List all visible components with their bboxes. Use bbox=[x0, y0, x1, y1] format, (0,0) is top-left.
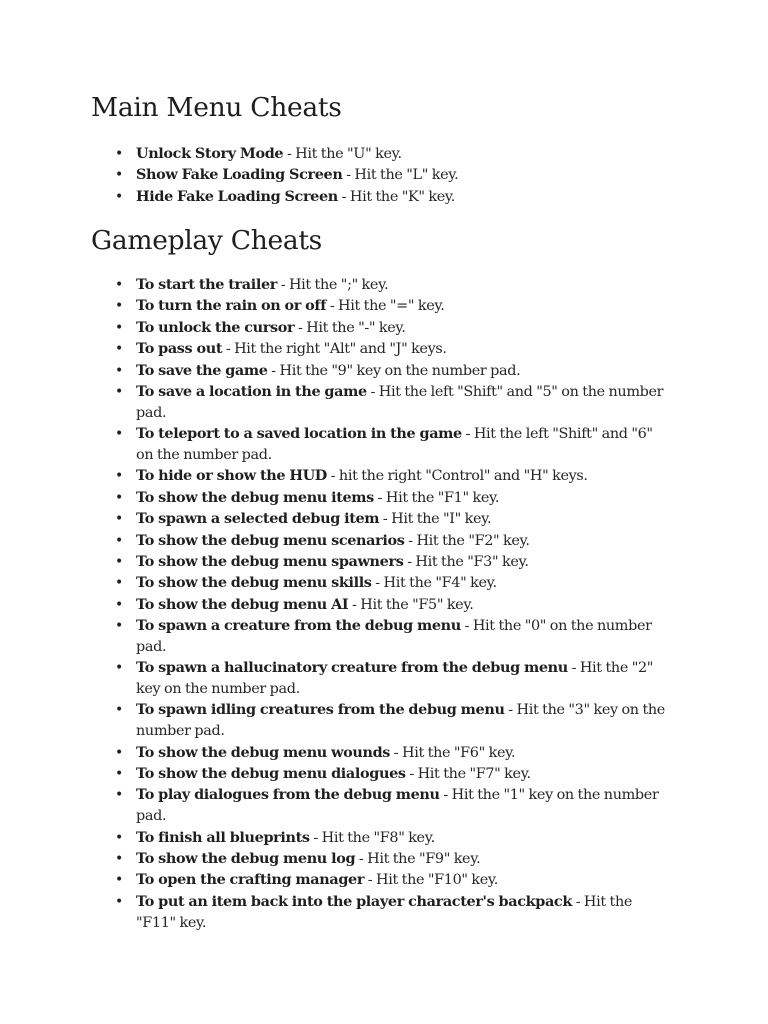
cheat-instruction: - Hit the "F4" key. bbox=[371, 575, 497, 592]
cheat-name: To finish all blueprints bbox=[136, 828, 310, 846]
cheat-name: To show the debug menu items bbox=[136, 488, 374, 506]
cheat-name: To save the game bbox=[136, 361, 268, 379]
cheat-name: To spawn a hallucinatory creature from the debug menu bbox=[136, 659, 568, 677]
cheat-name: To hide or show the HUD bbox=[136, 467, 327, 485]
cheat-instruction: - Hit the right "Alt" and "J" keys. bbox=[222, 341, 447, 358]
bullet-icon: • bbox=[115, 787, 123, 804]
cheat-instruction: - Hit the ";" key. bbox=[276, 277, 389, 293]
cheat-instruction: - Hit the "U" key. bbox=[283, 146, 402, 162]
cheat-name: To put an item back into the player character's backpack bbox=[136, 892, 572, 910]
bullet-icon: • bbox=[115, 362, 123, 379]
cheat-name: Show Fake Loading Screen bbox=[136, 166, 343, 184]
list-item bbox=[112, 764, 672, 785]
bullet-icon: • bbox=[115, 829, 123, 846]
cheat-name: To show the debug menu log bbox=[136, 849, 356, 867]
bullet-icon: • bbox=[115, 766, 123, 783]
bullet-icon: • bbox=[115, 702, 123, 719]
cheat-instruction: - Hit the "F3" key. bbox=[403, 553, 529, 570]
list-item bbox=[112, 531, 672, 552]
list-item bbox=[112, 466, 672, 487]
cheat-instruction: - Hit the "F11" key. bbox=[136, 893, 633, 931]
cheat-name: To show the debug menu scenarios bbox=[136, 531, 405, 549]
list-item bbox=[112, 552, 672, 573]
bullet-icon: • bbox=[115, 618, 123, 635]
bullet-icon: • bbox=[115, 341, 123, 358]
cheat-instruction: - Hit the "=" key. bbox=[326, 298, 445, 315]
bullet-icon: • bbox=[115, 298, 123, 315]
list-item bbox=[112, 509, 672, 530]
list-item bbox=[112, 658, 672, 700]
cheat-name: To play dialogues from the debug menu bbox=[136, 786, 440, 804]
cheat-name: To show the debug menu skills bbox=[136, 574, 372, 592]
bullet-icon: • bbox=[115, 319, 123, 336]
cheat-instruction: - hit the right "Control" and "H" keys. bbox=[326, 468, 588, 485]
cheat-name: To show the debug menu spawners bbox=[136, 552, 404, 570]
bullet-icon: • bbox=[115, 596, 123, 613]
list-item bbox=[112, 870, 672, 891]
list-item bbox=[112, 361, 672, 382]
cheat-name: To turn the rain on or off bbox=[136, 297, 327, 315]
bullet-icon: • bbox=[115, 167, 123, 184]
bullet-icon: • bbox=[115, 532, 123, 549]
list-item bbox=[112, 296, 672, 317]
cheat-name: To pass out bbox=[136, 340, 223, 358]
list-item bbox=[112, 700, 672, 742]
cheat-instruction: - Hit the "9" key on the number pad. bbox=[267, 362, 521, 379]
cheat-instruction: - Hit the "I" key. bbox=[379, 511, 492, 528]
cheat-name: To spawn a creature from the debug menu bbox=[136, 617, 461, 635]
cheat-name: To unlock the cursor bbox=[136, 318, 295, 336]
list-item bbox=[112, 187, 672, 208]
list-item bbox=[112, 828, 672, 849]
cheat-name: Hide Fake Loading Screen bbox=[136, 187, 338, 205]
bullet-icon: • bbox=[115, 872, 123, 889]
bullet-icon: • bbox=[115, 553, 123, 570]
list-item bbox=[112, 616, 672, 658]
cheat-name: Unlock Story Mode bbox=[136, 145, 284, 162]
cheat-name: To spawn a selected debug item bbox=[136, 510, 380, 528]
bullet-icon: • bbox=[115, 575, 123, 592]
list-item bbox=[112, 573, 672, 594]
cheat-instruction: - Hit the "F5" key. bbox=[348, 596, 474, 613]
bullet-icon: • bbox=[115, 893, 123, 910]
bullet-icon: • bbox=[115, 489, 123, 506]
cheat-name: To teleport to a saved location in the game bbox=[136, 425, 462, 443]
cheat-name: To show the debug menu dialogues bbox=[136, 765, 406, 783]
cheat-name: To show the debug menu wounds bbox=[136, 743, 391, 761]
bullet-icon: • bbox=[115, 660, 123, 677]
bullet-icon: • bbox=[115, 277, 123, 293]
list-item bbox=[112, 488, 672, 509]
bullet-icon: • bbox=[115, 744, 123, 761]
main-menu-cheats-list bbox=[112, 144, 672, 208]
cheat-instruction: - Hit the "1" key on the number pad. bbox=[136, 787, 659, 825]
list-item bbox=[112, 743, 672, 764]
list-item bbox=[112, 165, 672, 186]
cheat-instruction: - Hit the "-" key. bbox=[294, 319, 406, 336]
cheat-instruction: - Hit the "L" key. bbox=[342, 167, 459, 184]
section-heading-main-menu-cheats: Main Menu Cheats bbox=[91, 92, 342, 123]
list-item bbox=[112, 339, 672, 360]
bullet-icon: • bbox=[115, 188, 123, 205]
list-item bbox=[112, 144, 672, 165]
cheat-instruction: - Hit the left "Shift" and "5" on the number pad. bbox=[136, 383, 664, 421]
section-heading-gameplay-cheats: Gameplay Cheats bbox=[91, 225, 322, 256]
cheat-instruction: - Hit the left "Shift" and "6" on the number pad. bbox=[136, 426, 653, 463]
bullet-icon: • bbox=[115, 146, 123, 162]
list-item bbox=[112, 785, 672, 827]
cheat-name: To start the trailer bbox=[136, 276, 277, 293]
cheat-instruction: - Hit the "3" key on the number pad. bbox=[136, 702, 665, 740]
bullet-icon: • bbox=[115, 383, 123, 400]
cheat-instruction: - Hit the "F10" key. bbox=[364, 872, 499, 889]
cheat-instruction: - Hit the "F7" key. bbox=[405, 766, 531, 783]
cheat-instruction: - Hit the "K" key. bbox=[337, 188, 456, 205]
cheat-name: To save a location in the game bbox=[136, 382, 367, 400]
cheat-name: To open the crafting manager bbox=[136, 871, 365, 889]
bullet-icon: • bbox=[115, 511, 123, 528]
list-item bbox=[112, 892, 672, 934]
list-item bbox=[112, 318, 672, 339]
cheat-instruction: - Hit the "F1" key. bbox=[373, 489, 500, 506]
cheat-name: To spawn idling creatures from the debug menu bbox=[136, 701, 505, 719]
cheat-instruction: - Hit the "F2" key. bbox=[404, 532, 530, 549]
cheat-name: To show the debug menu AI bbox=[136, 595, 349, 613]
cheat-instruction: - Hit the "0" on the number pad. bbox=[136, 618, 652, 655]
list-item bbox=[112, 595, 672, 616]
bullet-icon: • bbox=[115, 850, 123, 867]
bullet-icon: • bbox=[115, 426, 123, 443]
cheat-instruction: - Hit the "F8" key. bbox=[309, 829, 435, 846]
bullet-icon: • bbox=[115, 468, 123, 485]
list-item bbox=[112, 424, 672, 466]
cheat-instruction: - Hit the "F6" key. bbox=[390, 744, 516, 761]
gameplay-cheats-list bbox=[112, 275, 672, 934]
list-item bbox=[112, 382, 672, 424]
cheat-instruction: - Hit the "F9" key. bbox=[355, 850, 481, 867]
list-item bbox=[112, 275, 672, 296]
list-item bbox=[112, 849, 672, 870]
cheat-instruction: - Hit the "2" key on the number pad. bbox=[136, 660, 654, 698]
